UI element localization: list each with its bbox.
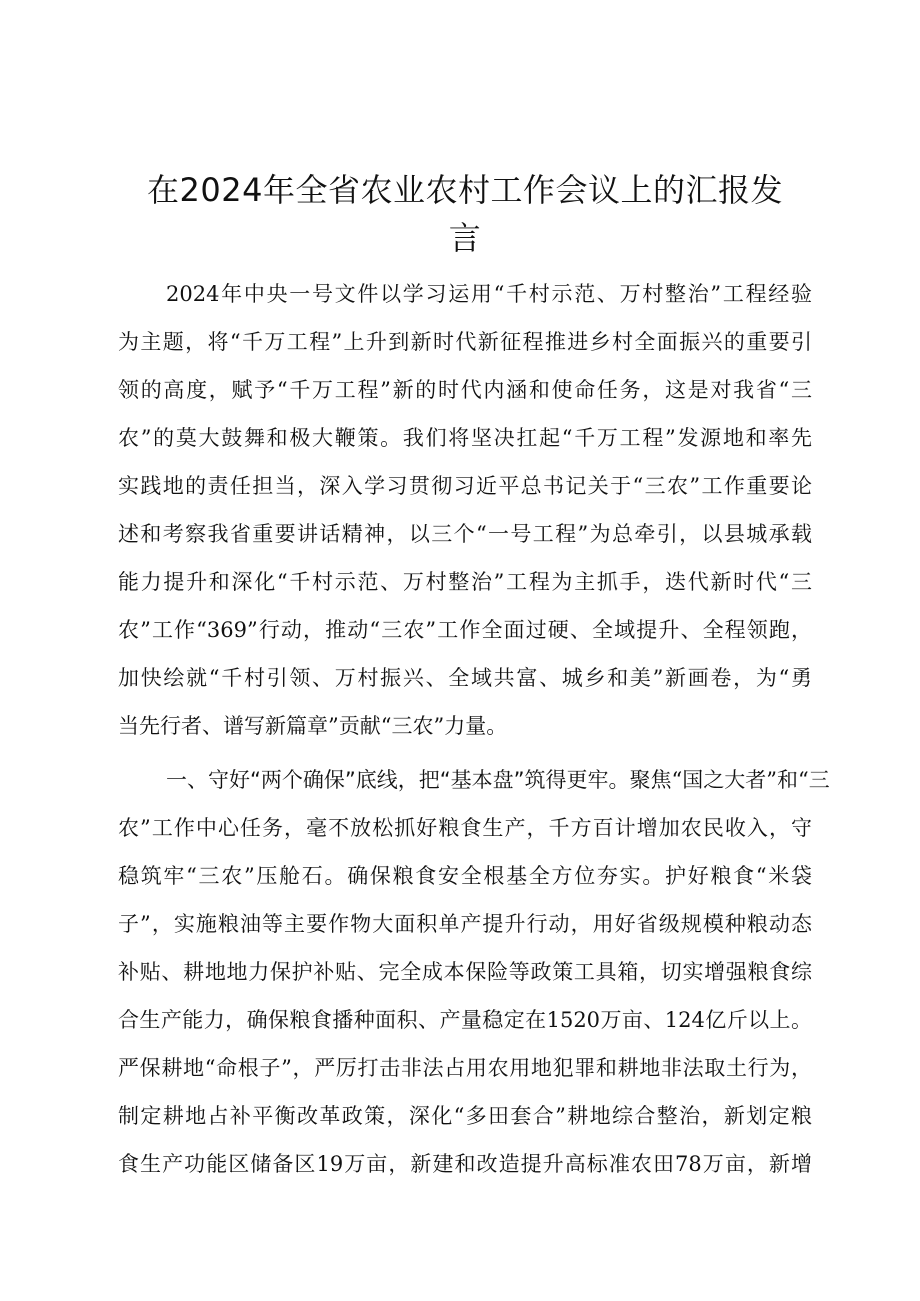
text-line: 当先行者、谱写新篇章”贡献“三农”力量。 [118, 714, 508, 738]
text-line: 加快绘就“千村引领、万村振兴、全域共富、城乡和美”新画卷，为“勇 [118, 666, 812, 690]
text-line: 实践地的责任担当，深入学习贯彻习近平总书记关于“三农”工作重要论 [118, 474, 812, 498]
document-body [118, 270, 830, 1188]
text-line: 农”工作中心任务，毫不放松抓好粮食生产，千方百计增加农民收入，守 [118, 816, 812, 840]
text-line: 农”的莫大鼓舞和极大鞭策。我们将坚决扛起“千万工程”发源地和率先 [118, 426, 812, 450]
text-line: 稳筑牢“三农”压舱石。确保粮食安全根基全方位夯实。护好粮食“米袋 [118, 864, 812, 888]
text-line: 能力提升和深化“千村示范、万村整治”工程为主抓手，迭代新时代“三 [118, 570, 812, 594]
text-line: 农”工作“369”行动，推动“三农”工作全面过硬、全域提升、全程领跑， [118, 618, 812, 642]
text-line: 子”，实施粮油等主要作物大面积单产提升行动，用好省级规模种粮动态 [118, 912, 812, 936]
text-line: 合生产能力，确保粮食播种面积、产量稳定在1520万亩、124亿斤以上。 [118, 1008, 812, 1032]
paragraph-1 [118, 270, 812, 750]
text-segment: 聚焦“国之大者”和“三 [629, 768, 830, 792]
title-line-1: 在2024年全省农业农村工作会议上的汇报发 [147, 171, 783, 209]
text-line: 为主题，将“千万工程”上升到新时代新征程推进乡村全面振兴的重要引 [118, 330, 812, 354]
paragraph-2 [118, 756, 830, 1188]
text-line: 严保耕地“命根子”，严厉打击非法占用农用地犯罪和耕地非法取土行为， [118, 1056, 812, 1080]
section-heading: 一、守好“两个确保”底线，把“基本盘”筑得更牢。 [166, 768, 630, 792]
text-line: 食生产功能区储备区19万亩，新建和改造提升高标准农田78万亩，新增 [118, 1152, 812, 1176]
text-line: 2024年中央一号文件以学习运用“千村示范、万村整治”工程经验 [166, 282, 812, 306]
text-line: 述和考察我省重要讲话精神，以三个“一号工程”为总牵引，以县城承载 [118, 522, 812, 546]
text-line: 补贴、耕地地力保护补贴、完全成本保险等政策工具箱，切实增强粮食综 [118, 960, 812, 984]
text-line: 领的高度，赋予“千万工程”新的时代内涵和使命任务，这是对我省“三 [118, 378, 812, 402]
paragraph-2-first-line [118, 756, 830, 804]
title-line-2: 言 [448, 219, 482, 257]
document-title [118, 166, 812, 262]
text-line: 制定耕地占补平衡改革政策，深化“多田套合”耕地综合整治，新划定粮 [118, 1104, 812, 1128]
